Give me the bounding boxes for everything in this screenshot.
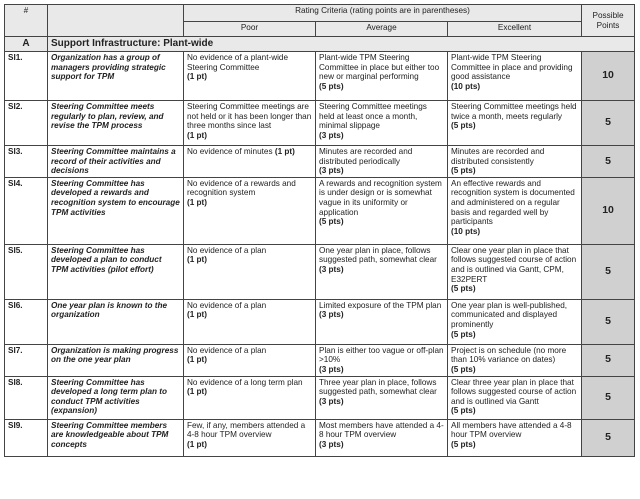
poor-column-header: Poor (184, 22, 316, 37)
poor-text: Steering Committee meetings are not held or it has been longer than three months since last (187, 102, 312, 131)
excellent-points: (10 pts) (451, 81, 481, 91)
average-points: (3 pts) (319, 264, 344, 274)
excellent-text: All members have attended a 4-8 hour TPM overview (451, 420, 572, 440)
poor-text: No evidence of a plan (187, 300, 267, 310)
possible-points-cell: 5 (582, 299, 635, 344)
excellent-text: Project is on schedule (no more than 10% variance on dates) (451, 345, 567, 365)
row-description: Steering Committee has developed a rewards and recognition system to encourage TPM activities (48, 177, 184, 244)
excellent-text: Clear three year plan in place that follows suggested course of action and is outlined via Gantt (451, 377, 577, 406)
average-text: Plant-wide TPM Steering Committee in place but either too new or marginal performing (319, 53, 440, 82)
section-row (5, 37, 635, 52)
row-id: SI2. (5, 101, 48, 146)
possible-points-label: Possible Points (592, 10, 624, 30)
average-criteria-cell (316, 146, 448, 178)
average-points: (5 pts) (319, 81, 344, 91)
possible-points-cell: 5 (582, 101, 635, 146)
row-id: SI9. (5, 419, 48, 456)
poor-text: Few, if any, members attended a 4-8 hour TPM overview (187, 420, 306, 440)
excellent-criteria-cell (448, 344, 582, 376)
table-row (5, 177, 635, 244)
rating-criteria-header: Rating Criteria (rating points are in parentheses) (184, 5, 582, 22)
possible-points-cell: 5 (582, 244, 635, 299)
average-text: Three year plan in place, follows suggested path, somewhat clear (319, 377, 437, 397)
average-text: Minutes are recorded and distributed periodically (319, 147, 413, 166)
table-row (5, 244, 635, 299)
poor-points: (1 pt) (187, 255, 208, 265)
row-description: Steering Committee has developed a plan to conduct TPM activities (pilot effort) (48, 244, 184, 299)
row-id: SI1. (5, 52, 48, 101)
poor-points: (1 pt) (274, 147, 295, 156)
row-id: SI4. (5, 177, 48, 244)
row-id: SI3. (5, 146, 48, 178)
table-row (5, 376, 635, 419)
number-column-header: # (5, 5, 48, 37)
average-points: (3 pts) (319, 364, 344, 374)
table-row (5, 344, 635, 376)
row-id: SI8. (5, 376, 48, 419)
row-description: Steering Committee has developed a long term plan to conduct TPM activities (expansion) (48, 376, 184, 419)
average-text: Plan is either too vague or off-plan >10% (319, 345, 444, 365)
average-text: One year plan in place, follows suggested path, somewhat clear (319, 245, 437, 265)
possible-points-cell: 5 (582, 146, 635, 178)
average-criteria-cell (316, 101, 448, 146)
row-description: Steering Committee maintains a record of their activities and decisions (48, 146, 184, 178)
excellent-text: Steering Committee meetings held twice a month, meets regularly (451, 102, 577, 121)
poor-text: No evidence of a plant-wide Steering Committee (187, 53, 289, 72)
average-criteria-cell (316, 344, 448, 376)
excellent-text: One year plan is well-published, communicated and displayed prominently (451, 300, 568, 329)
average-criteria-cell (316, 52, 448, 101)
excellent-criteria-cell (448, 177, 582, 244)
average-text: Limited exposure of the TPM plan (319, 300, 442, 310)
average-points: (3 pts) (319, 130, 344, 140)
row-description: Steering Committee members are knowledgeable about TPM concepts (48, 419, 184, 456)
row-id: SI7. (5, 344, 48, 376)
excellent-criteria-cell (448, 101, 582, 146)
average-criteria-cell (316, 299, 448, 344)
description-column-header (48, 5, 184, 37)
average-criteria-cell (316, 244, 448, 299)
poor-points: (1 pt) (187, 355, 208, 365)
excellent-criteria-cell (448, 419, 582, 456)
poor-criteria-cell (184, 419, 316, 456)
row-description: Steering Committee meets regularly to plan, review, and revise the TPM process (48, 101, 184, 146)
average-text: A rewards and recognition system is under design or is somewhat vague in its uniformity or application (319, 178, 442, 217)
section-letter: A (5, 37, 48, 52)
average-criteria-cell (316, 376, 448, 419)
poor-criteria-cell (184, 146, 316, 178)
poor-points: (1 pt) (187, 72, 208, 82)
excellent-points: (5 pts) (451, 284, 476, 294)
table-row (5, 146, 635, 178)
excellent-text: Minutes are recorded and distributed consistently (451, 147, 545, 166)
poor-criteria-cell (184, 101, 316, 146)
average-points: (5 pts) (319, 217, 344, 227)
row-description: One year plan is known to the organization (48, 299, 184, 344)
poor-criteria-cell (184, 344, 316, 376)
possible-points-cell: 5 (582, 376, 635, 419)
excellent-points: (5 pts) (451, 439, 476, 449)
poor-criteria-cell (184, 52, 316, 101)
possible-points-cell: 10 (582, 52, 635, 101)
row-id: SI6. (5, 299, 48, 344)
average-points: (3 pts) (319, 396, 344, 406)
poor-criteria-cell (184, 376, 316, 419)
poor-text: No evidence of a rewards and recognition system (187, 178, 296, 198)
excellent-criteria-cell (448, 376, 582, 419)
excellent-criteria-cell (448, 146, 582, 178)
average-criteria-cell (316, 419, 448, 456)
excellent-criteria-cell (448, 52, 582, 101)
excellent-points: (10 pts) (451, 226, 481, 236)
excellent-points: (5 pts) (451, 364, 476, 374)
header-row (5, 5, 635, 22)
possible-points-cell: 5 (582, 344, 635, 376)
average-points: (3 pts) (319, 439, 344, 449)
average-text: Steering Committee meetings held at least once a month, minimal slippage (319, 102, 427, 131)
average-points: (3 pts) (319, 310, 344, 320)
excellent-points: (5 pts) (451, 406, 476, 416)
poor-text: No evidence of a long term plan (187, 377, 303, 387)
poor-text: No evidence of minutes (187, 147, 273, 156)
poor-points: (1 pt) (187, 130, 208, 140)
poor-criteria-cell (184, 299, 316, 344)
poor-points: (1 pt) (187, 310, 208, 320)
table-row (5, 101, 635, 146)
poor-points: (1 pt) (187, 197, 208, 207)
excellent-text: Plant-wide TPM Steering Committee in place and providing good assistance (451, 53, 573, 82)
row-description: Organization has a group of managers providing strategic support for TPM (48, 52, 184, 101)
row-id: SI5. (5, 244, 48, 299)
excellent-text: Clear one year plan in place that follows suggested course of action and is outlined via Gantt, CPM, E32PERT (451, 245, 577, 284)
excellent-column-header: Excellent (448, 22, 582, 37)
excellent-points: (5 pts) (451, 166, 476, 176)
row-description: Organization is making progress on the one year plan (48, 344, 184, 376)
poor-criteria-cell (184, 244, 316, 299)
poor-points: (1 pt) (187, 439, 208, 449)
poor-text: No evidence of a plan (187, 345, 267, 355)
table-row (5, 419, 635, 456)
possible-points-cell: 10 (582, 177, 635, 244)
excellent-criteria-cell (448, 299, 582, 344)
average-criteria-cell (316, 177, 448, 244)
rating-rubric-table (4, 4, 635, 457)
average-points: (3 pts) (319, 166, 344, 176)
excellent-points: (5 pts) (451, 121, 476, 131)
table-row (5, 299, 635, 344)
section-title: Support Infrastructure: Plant-wide (48, 37, 635, 52)
poor-text: No evidence of a plan (187, 245, 267, 255)
excellent-criteria-cell (448, 244, 582, 299)
table-row (5, 52, 635, 101)
possible-points-cell: 5 (582, 419, 635, 456)
excellent-text: An effective rewards and recognition system is documented and administered on a regular basis and regarded well by participants (451, 178, 575, 227)
average-text: Most members have attended a 4-8 hour TPM overview (319, 420, 444, 440)
poor-criteria-cell (184, 177, 316, 244)
excellent-points: (5 pts) (451, 329, 476, 339)
possible-points-header (582, 5, 635, 37)
average-column-header: Average (316, 22, 448, 37)
poor-points: (1 pt) (187, 387, 208, 397)
